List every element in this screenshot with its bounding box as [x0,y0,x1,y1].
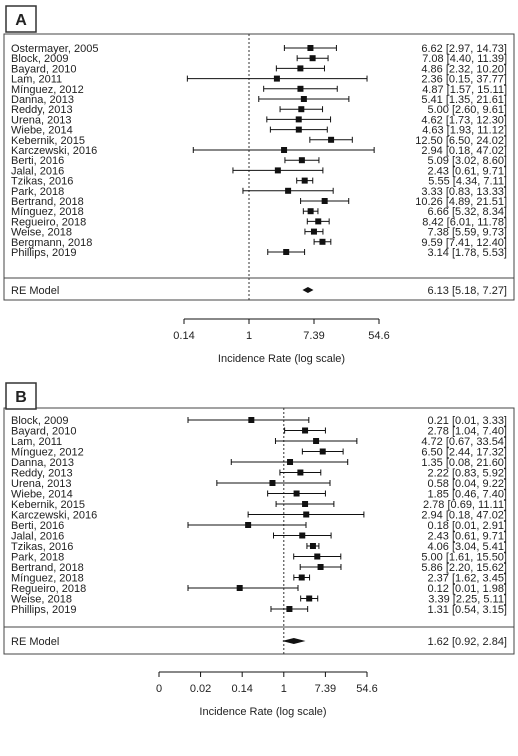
estimate-ci-text: 2.78 [1.04, 7.40] [427,425,507,438]
estimate-ci-text: 5.00 [2.60, 9.61] [427,104,507,117]
estimate-marker [311,229,317,235]
estimate-marker [301,96,307,102]
estimate-marker [298,106,304,112]
study-label: Reddy, 2013 [11,467,73,480]
estimate-marker [302,501,308,507]
x-axis-tick-label: 0 [155,683,163,695]
estimate-ci-text: 2.36 [0.15, 37.77] [421,73,507,86]
x-axis-tick-label: 54.6 [368,330,390,342]
study-label: Kebernik, 2015 [11,134,85,147]
estimate-ci-text: 5.55 [4.34, 7.11] [428,175,507,188]
study-label: Mínguez, 2018 [11,572,84,585]
estimate-marker [285,188,291,194]
study-label: Lam, 2011 [11,436,63,448]
estimate-ci-text: 7.38 [5.59, 9.73] [427,226,507,239]
estimate-ci-text: 10.26 [4.89, 21.51] [415,196,507,208]
estimate-ci-text: 2.43 [0.61, 9.71] [427,530,507,543]
study-label: Weise, 2018 [11,226,72,239]
study-label: Regueiro, 2018 [11,216,87,229]
summary-diamond [282,638,305,644]
x-axis-tick-label: 1 [280,683,287,695]
summary-diamond [302,287,313,293]
x-axis-tick-label: 1 [245,330,253,342]
estimate-marker [318,564,324,570]
estimate-ci-text: 2.43 [0.61, 9.71] [427,165,507,178]
summary-estimate-text: 6.13 [5.18, 7.27] [427,285,507,297]
study-label: Karczewski, 2016 [11,509,98,522]
estimate-ci-text: 4.63 [1.93, 11.12] [422,124,507,137]
panel-label: B [15,389,27,406]
study-label: Reddy, 2013 [11,104,73,117]
study-label: Bertrand, 2018 [11,196,84,208]
x-axis-tick-label: 54.6 [356,683,378,695]
estimate-ci-text: 3.33 [0.83, 13.33] [421,185,507,198]
estimate-marker [306,596,312,602]
estimate-marker [314,554,320,560]
estimate-ci-text: 6.62 [2.97, 14.73] [421,43,507,55]
estimate-marker [297,65,303,71]
estimate-ci-text: 4.72 [0.67, 33.54] [421,436,507,448]
x-axis-tick-label: 7.39 [314,683,337,695]
estimate-marker [296,116,302,122]
study-label: Karczewski, 2016 [11,145,98,157]
estimate-marker [287,459,293,465]
x-axis-tick-label: 7.39 [303,330,325,342]
study-label: Mínguez, 2018 [11,206,84,219]
estimate-marker [281,147,287,153]
estimate-marker [297,470,303,476]
estimate-marker [299,157,305,163]
estimate-marker [294,491,300,497]
estimate-marker [320,449,326,455]
forest-plot-a [0,0,518,372]
summary-label: RE Model [11,285,60,297]
estimate-marker [286,606,292,612]
study-label: Berti, 2016 [11,520,65,532]
estimate-ci-text: 4.87 [1.57, 15.11] [422,83,507,96]
x-axis-label: Incidence Rate (log scale) [217,353,346,365]
estimate-marker [296,127,302,133]
estimate-ci-text: 7.08 [4.40, 11.39] [422,53,507,66]
estimate-ci-text: 4.06 [3.04, 5.41] [427,541,507,553]
forest-plot-a-svg [0,0,518,372]
estimate-ci-text: 1.85 [0.46, 7.40] [427,488,507,501]
estimate-ci-text: 0.12 [0.01, 1.98] [427,583,507,595]
estimate-ci-text: 2.94 [0.18, 47.02] [421,509,507,522]
estimate-marker [328,137,334,143]
summary-label: RE Model [11,636,60,648]
estimate-ci-text: 4.86 [2.32, 10.20] [421,63,507,76]
estimate-ci-text: 1.35 [0.08, 21.60] [421,457,507,469]
study-label: Bayard, 2010 [11,63,77,76]
study-label: Wiebe, 2014 [11,488,73,501]
estimate-ci-text: 5.09 [3.02, 8.60] [427,155,507,168]
estimate-ci-text: 4.62 [1.73, 12.30] [421,114,507,127]
study-label: Regueiro, 2018 [11,583,87,595]
estimate-marker [315,218,321,224]
study-label: Weise, 2018 [11,593,72,606]
estimate-ci-text: 12.50 [6.50, 24.02] [415,134,507,147]
estimate-ci-text: 5.41 [1.35, 21.61] [421,94,507,106]
estimate-marker [299,575,305,581]
x-axis-tick-label: 0.14 [173,330,195,342]
estimate-marker [283,249,289,255]
study-label: Tzikas, 2016 [11,541,74,553]
estimate-ci-text: 0.18 [0.01, 2.91] [427,520,507,532]
estimate-marker [299,533,305,539]
estimate-marker [245,522,251,528]
study-label: Block, 2009 [11,415,69,427]
study-label: Kebernik, 2015 [11,499,85,511]
summary-estimate-text: 1.62 [0.92, 2.84] [427,636,507,648]
study-label: Berti, 2016 [11,155,65,168]
estimate-ci-text: 6.66 [5.32, 8.34] [427,206,507,219]
study-label: Jalal, 2016 [11,165,65,178]
study-label: Lam, 2011 [11,73,63,86]
x-axis-tick-label: 0.02 [189,683,212,695]
estimate-marker [275,167,281,173]
estimate-marker [307,45,313,51]
estimate-ci-text: 2.22 [0.83, 5.92] [427,467,507,480]
estimate-ci-text: 5.86 [2.20, 15.62] [421,562,507,574]
estimate-ci-text: 3.14 [1.78, 5.53] [427,247,507,259]
estimate-marker [302,428,308,434]
study-label: Wiebe, 2014 [11,124,73,137]
estimate-ci-text: 0.21 [0.01, 3.33] [427,415,507,427]
study-label: Park, 2018 [11,551,65,564]
estimate-ci-text: 2.78 [0.69, 11.11] [423,499,507,511]
study-label: Bayard, 2010 [11,425,77,438]
estimate-marker [297,86,303,92]
study-label: Phillips, 2019 [11,604,77,616]
estimate-ci-text: 8.42 [6.01, 11.78] [422,216,507,229]
panel-label: A [15,12,27,29]
x-axis-tick-label: 0.14 [231,683,253,695]
estimate-ci-text: 2.37 [1.62, 3.45] [427,572,507,585]
x-axis-label: Incidence Rate (log scale) [199,706,327,718]
estimate-marker [303,512,309,518]
study-label: Bergmann, 2018 [11,236,93,249]
estimate-ci-text: 6.50 [2.44, 17.32] [421,446,507,459]
study-label: Tzikas, 2016 [11,175,74,188]
estimate-ci-text: 9.59 [7.41, 12.40] [421,236,507,249]
estimate-ci-text: 1.31 [0.54, 3.15] [427,604,507,616]
estimate-marker [313,438,319,444]
study-label: Bertrand, 2018 [11,562,84,574]
study-label: Danna, 2013 [11,94,74,106]
study-label: Danna, 2013 [11,457,74,469]
estimate-marker [310,543,316,549]
estimate-marker [237,585,243,591]
estimate-marker [274,76,280,82]
estimate-marker [308,208,314,214]
estimate-ci-text: 5.00 [1.61, 15.50] [421,551,507,564]
estimate-marker [248,417,254,423]
study-label: Block, 2009 [11,53,69,66]
forest-plot-b-svg [0,377,518,756]
study-label: Ostermayer, 2005 [11,43,99,55]
estimate-marker [319,239,325,245]
study-label: Park, 2018 [11,185,65,198]
study-label: Jalal, 2016 [11,530,65,543]
estimate-marker [310,55,316,61]
estimate-marker [269,480,275,486]
estimate-ci-text: 2.94 [0.18, 47.02] [421,145,507,157]
estimate-ci-text: 3.39 [2.25, 5.11] [428,593,507,606]
estimate-marker [322,198,328,204]
forest-plot-b [0,377,518,756]
estimate-marker [302,178,308,184]
study-label: Urena, 2013 [11,478,72,490]
study-label: Mínguez, 2012 [11,446,84,459]
estimate-ci-text: 0.58 [0.04, 9.22] [427,478,507,490]
study-label: Phillips, 2019 [11,247,77,259]
study-label: Urena, 2013 [11,114,72,127]
study-label: Mínguez, 2012 [11,83,84,96]
